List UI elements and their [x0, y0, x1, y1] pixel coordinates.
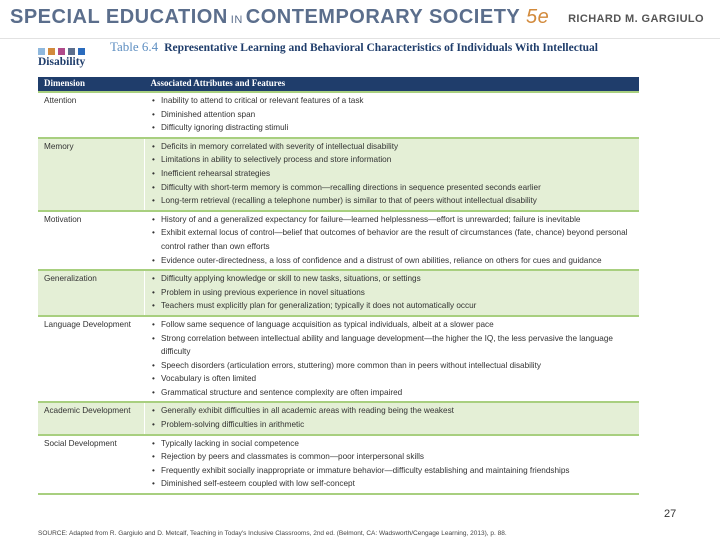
- table-row: [38, 138, 639, 211]
- attribute-item: • Typically lacking in social competence: [161, 437, 635, 451]
- attributes-cell: [145, 435, 640, 494]
- dimension-cell: Memory: [38, 138, 145, 211]
- table-row: [38, 270, 639, 316]
- source-note: SOURCE: Adapted from R. Gargiulo and D. Metcalf, Teaching in Today's Inclusive Classrooms, 2nd ed. (Belmont, CA: Wadsworth/Cengage Learning, 2013), p. 88.: [38, 530, 507, 537]
- attributes-cell: [145, 138, 640, 211]
- attributes-list: [151, 318, 635, 400]
- attribute-item: • Problem-solving difficulties in arithmetic: [161, 418, 635, 432]
- dimension-cell: Academic Development: [38, 402, 145, 434]
- dimension-cell: Generalization: [38, 270, 145, 316]
- attributes-cell: [145, 316, 640, 403]
- characteristics-table: [38, 77, 639, 495]
- table-row: [38, 211, 639, 270]
- table-row: [38, 92, 639, 138]
- header-attributes: Associated Attributes and Features: [145, 77, 640, 92]
- attributes-list: [151, 94, 635, 135]
- attribute-item: • Speech disorders (articulation errors, stuttering) more common than in peers without intellectual disability: [161, 359, 635, 373]
- dimension-cell: Language Development: [38, 316, 145, 403]
- page-number: 27: [664, 508, 677, 520]
- attribute-item: • Inefficient rehearsal strategies: [161, 167, 635, 181]
- attributes-list: [151, 272, 635, 313]
- table-caption: [38, 40, 648, 69]
- attribute-item: • Difficulty applying knowledge or skill to new tasks, situations, or settings: [161, 272, 635, 286]
- table-row: [38, 435, 639, 494]
- attribute-item: • Exhibit external locus of control—belief that outcomes of behavior are the result of circumstances (fate, chance) beyond personal control rather than own efforts: [161, 226, 635, 253]
- book-title-part2: CONTEMPORARY SOCIETY: [245, 6, 520, 28]
- attribute-item: • Evidence outer-directedness, a loss of confidence and a distrust of own abilities, reliance on others for cues and guidance: [161, 254, 635, 268]
- attribute-item: • Inability to attend to critical or relevant features of a task: [161, 94, 635, 108]
- attribute-item: • Frequently exhibit socially inappropriate or immature behavior—difficulty establishing and maintaining friendships: [161, 464, 635, 478]
- attribute-item: • Deficits in memory correlated with severity of intellectual disability: [161, 140, 635, 154]
- table-row: [38, 316, 639, 403]
- dimension-cell: Social Development: [38, 435, 145, 494]
- attributes-cell: [145, 270, 640, 316]
- attributes-list: [151, 404, 635, 431]
- attribute-item: • Strong correlation between intellectual ability and language development—the higher the IQ, the less pervasive the language difficulty: [161, 332, 635, 359]
- table-header-row: [38, 77, 639, 92]
- attribute-item: • History of and a generalized expectancy for failure—learned helplessness—effort is unrewarded; failure is inevitable: [161, 213, 635, 227]
- attributes-list: [151, 437, 635, 491]
- book-author: RICHARD M. GARGIULO: [568, 13, 704, 25]
- book-title-in: IN: [230, 14, 243, 26]
- attribute-item: • Follow same sequence of language acquisition as typical individuals, albeit at a slower pace: [161, 318, 635, 332]
- attribute-item: • Difficulty ignoring distracting stimuli: [161, 121, 635, 135]
- attribute-item: • Teachers must explicitly plan for generalization; typically it does not automatically occur: [161, 299, 635, 313]
- dimension-cell: Attention: [38, 92, 145, 138]
- attribute-item: • Rejection by peers and classmates is common—poor interpersonal skills: [161, 450, 635, 464]
- table-row: [38, 402, 639, 434]
- table-title: Representative Learning and Behavioral Characteristics of Individuals With Intellectual Disability: [38, 42, 598, 68]
- book-title-part1: SPECIAL EDUCATION: [10, 6, 228, 28]
- attribute-item: • Long-term retrieval (recalling a telephone number) is similar to that of peers without intellectual disability: [161, 194, 635, 208]
- attributes-cell: [145, 211, 640, 270]
- attribute-item: • Vocabulary is often limited: [161, 372, 635, 386]
- attribute-item: • Generally exhibit difficulties in all academic areas with reading being the weakest: [161, 404, 635, 418]
- attribute-item: • Grammatical structure and sentence complexity are often impaired: [161, 386, 635, 400]
- table-body: [38, 92, 639, 494]
- dimension-cell: Motivation: [38, 211, 145, 270]
- attribute-item: • Difficulty with short-term memory is common—recalling directions in sequence presented seconds earlier: [161, 181, 635, 195]
- attributes-list: [151, 213, 635, 267]
- book-title: [10, 6, 549, 29]
- table-label: Table 6.4: [110, 39, 159, 54]
- header-dimension: Dimension: [38, 77, 145, 92]
- attribute-item: • Limitations in ability to selectively process and store information: [161, 153, 635, 167]
- attribute-item: • Diminished attention span: [161, 108, 635, 122]
- attributes-cell: [145, 402, 640, 434]
- attributes-cell: [145, 92, 640, 138]
- attributes-list: [151, 140, 635, 208]
- book-edition: 5e: [525, 6, 550, 28]
- slide-banner: [0, 0, 720, 39]
- attribute-item: • Diminished self-esteem coupled with low self-concept: [161, 477, 635, 491]
- attribute-item: • Problem in using previous experience in novel situations: [161, 286, 635, 300]
